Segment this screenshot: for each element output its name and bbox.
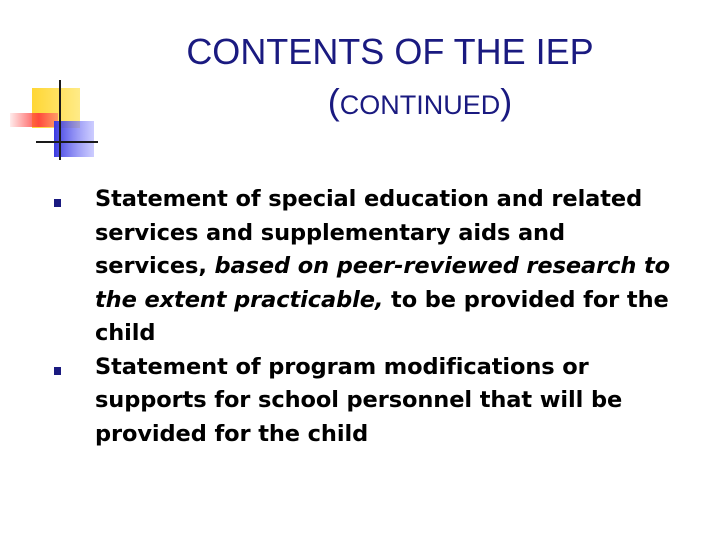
bullet-text: Statement of program modifications or supports for school personnel that will be provided for the child	[95, 353, 623, 447]
bullet-text-italic: based on peer-reviewed research to the extent practicable,	[95, 253, 671, 313]
bullet-text-tail: to be provided for the child	[95, 286, 669, 346]
title-continued: CONTINUED	[339, 90, 501, 120]
title-main: CONTENTS OF THE IEP	[186, 31, 594, 72]
slide-logo-decoration	[0, 0, 100, 170]
title-open-paren: (	[327, 81, 340, 122]
bullet-list	[52, 183, 672, 451]
bullet-item	[52, 183, 672, 351]
title-close-paren: )	[500, 81, 513, 122]
bullet-square-icon	[54, 367, 61, 375]
slide-title	[140, 30, 640, 127]
bullet-text: Statement of special education and related services and supplementary aids and services,	[95, 186, 643, 279]
bullet-item	[52, 351, 672, 452]
deco-red-bar	[10, 113, 58, 127]
bullet-square-icon	[54, 199, 61, 207]
title-subtitle	[200, 80, 640, 127]
